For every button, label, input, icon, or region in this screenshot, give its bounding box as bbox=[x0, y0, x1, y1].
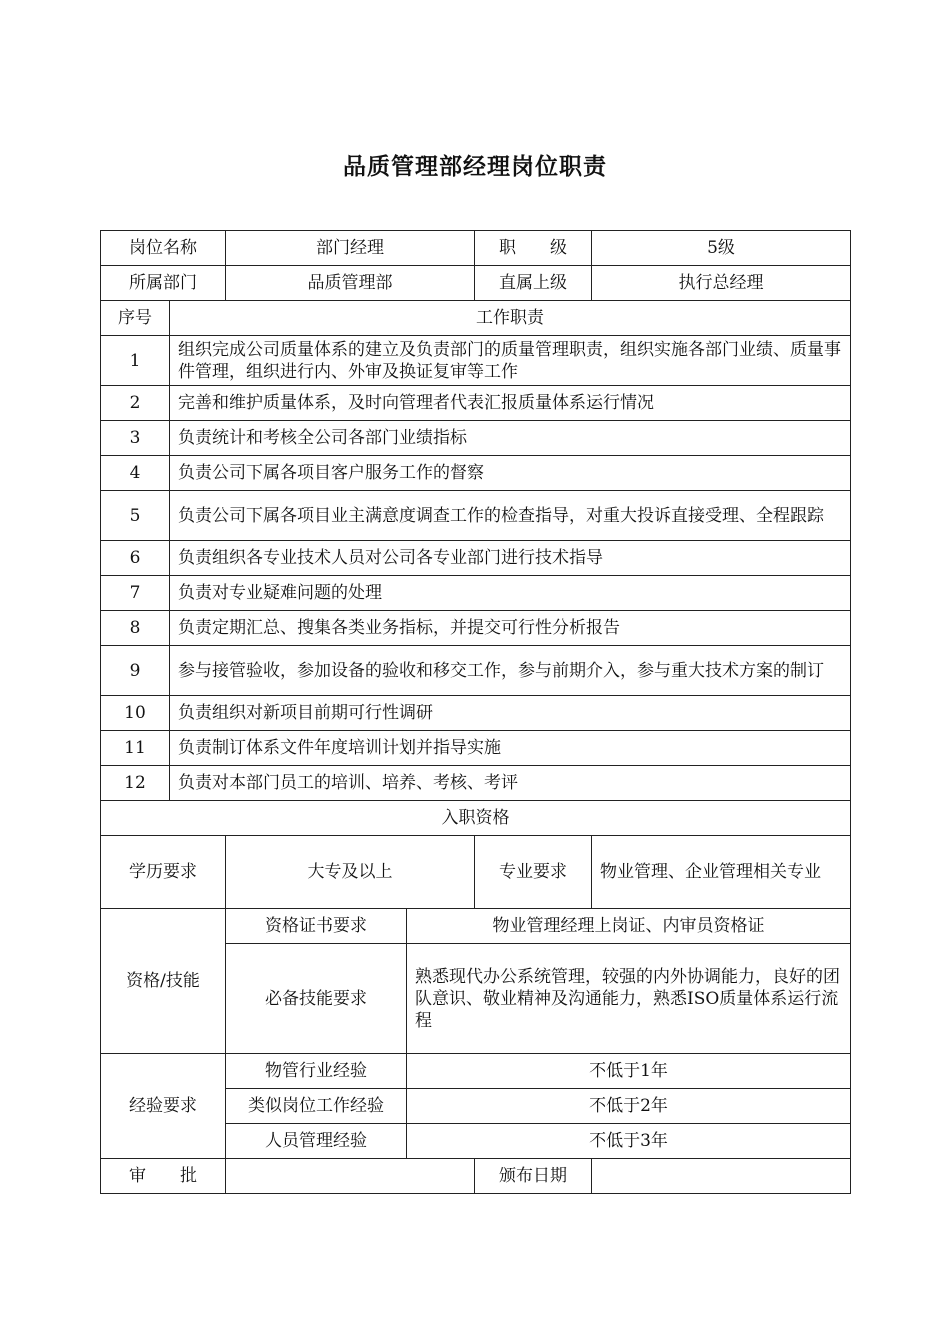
duty-text: 负责定期汇总、搜集各类业务指标，并提交可行性分析报告 bbox=[170, 611, 851, 646]
publish-date-value bbox=[592, 1159, 851, 1194]
education-value: 大专及以上 bbox=[226, 836, 475, 909]
duty-row bbox=[101, 696, 851, 731]
duty-row bbox=[101, 491, 851, 541]
education-label: 学历要求 bbox=[101, 836, 226, 909]
duty-number: 7 bbox=[101, 576, 170, 611]
duty-index-header: 序号 bbox=[101, 301, 170, 336]
publish-date-label: 颁布日期 bbox=[475, 1159, 592, 1194]
header-row-1 bbox=[101, 231, 851, 266]
approval-label: 审 批 bbox=[101, 1159, 226, 1194]
position-name-value: 部门经理 bbox=[226, 231, 475, 266]
duty-row bbox=[101, 541, 851, 576]
experience-item-label: 人员管理经验 bbox=[226, 1124, 407, 1159]
duty-text: 负责对专业疑难问题的处理 bbox=[170, 576, 851, 611]
duty-text: 负责公司下属各项目业主满意度调查工作的检查指导，对重大投诉直接受理、全程跟踪 bbox=[170, 491, 851, 541]
duty-text: 负责统计和考核全公司各部门业绩指标 bbox=[170, 421, 851, 456]
level-label: 职 级 bbox=[475, 231, 592, 266]
duty-number: 3 bbox=[101, 421, 170, 456]
duty-row bbox=[101, 731, 851, 766]
experience-item-label: 类似岗位工作经验 bbox=[226, 1089, 407, 1124]
qualifications-header-row bbox=[101, 801, 851, 836]
department-value: 品质管理部 bbox=[226, 266, 475, 301]
duty-heading: 工作职责 bbox=[170, 301, 851, 336]
duty-number: 5 bbox=[101, 491, 170, 541]
duty-number: 12 bbox=[101, 766, 170, 801]
duty-number: 2 bbox=[101, 386, 170, 421]
duty-text: 参与接管验收，参加设备的验收和移交工作，参与前期介入，参与重大技术方案的制订 bbox=[170, 646, 851, 696]
education-row bbox=[101, 836, 851, 909]
duty-number: 4 bbox=[101, 456, 170, 491]
duty-row bbox=[101, 421, 851, 456]
header-row-2 bbox=[101, 266, 851, 301]
level-value: 5级 bbox=[592, 231, 851, 266]
qualifications-heading: 入职资格 bbox=[101, 801, 851, 836]
duty-text: 负责对本部门员工的培训、培养、考核、考评 bbox=[170, 766, 851, 801]
duty-number: 8 bbox=[101, 611, 170, 646]
duty-number: 10 bbox=[101, 696, 170, 731]
duty-row bbox=[101, 456, 851, 491]
duty-number: 9 bbox=[101, 646, 170, 696]
duty-number: 6 bbox=[101, 541, 170, 576]
experience-item-label: 物管行业经验 bbox=[226, 1054, 407, 1089]
experience-label: 经验要求 bbox=[101, 1054, 226, 1159]
major-value: 物业管理、企业管理相关专业 bbox=[592, 836, 851, 909]
duty-text: 负责组织各专业技术人员对公司各专业部门进行技术指导 bbox=[170, 541, 851, 576]
cert-value: 物业管理经理上岗证、内审员资格证 bbox=[407, 909, 851, 944]
skills-label: 资格/技能 bbox=[101, 909, 226, 1054]
footer-row bbox=[101, 1159, 851, 1194]
duty-row bbox=[101, 646, 851, 696]
superior-label: 直属上级 bbox=[475, 266, 592, 301]
experience-item-value: 不低于1年 bbox=[407, 1054, 851, 1089]
department-label: 所属部门 bbox=[101, 266, 226, 301]
experience-item-value: 不低于2年 bbox=[407, 1089, 851, 1124]
experience-item-value: 不低于3年 bbox=[407, 1124, 851, 1159]
duty-text: 负责制订体系文件年度培训计划并指导实施 bbox=[170, 731, 851, 766]
experience-row bbox=[101, 1054, 851, 1089]
duty-row bbox=[101, 386, 851, 421]
duty-row bbox=[101, 766, 851, 801]
duty-row bbox=[101, 611, 851, 646]
duty-row bbox=[101, 576, 851, 611]
duty-number: 11 bbox=[101, 731, 170, 766]
major-label: 专业要求 bbox=[475, 836, 592, 909]
approval-value bbox=[226, 1159, 475, 1194]
cert-row bbox=[101, 909, 851, 944]
skill-requirement-value: 熟悉现代办公系统管理，较强的内外协调能力，良好的团队意识、敬业精神及沟通能力，熟悉ISO质量体系运行流程 bbox=[407, 944, 851, 1054]
duty-text: 负责公司下属各项目客户服务工作的督察 bbox=[170, 456, 851, 491]
duty-row bbox=[101, 336, 851, 386]
job-description-table bbox=[100, 230, 851, 1194]
page-title: 品质管理部经理岗位职责 bbox=[343, 154, 607, 180]
duty-text: 负责组织对新项目前期可行性调研 bbox=[170, 696, 851, 731]
superior-value: 执行总经理 bbox=[592, 266, 851, 301]
duty-text: 完善和维护质量体系，及时向管理者代表汇报质量体系运行情况 bbox=[170, 386, 851, 421]
duty-number: 1 bbox=[101, 336, 170, 386]
duties-header-row bbox=[101, 301, 851, 336]
cert-label: 资格证书要求 bbox=[226, 909, 407, 944]
duty-text: 组织完成公司质量体系的建立及负责部门的质量管理职责，组织实施各部门业绩、质量事件管理，组织进行内、外审及换证复审等工作 bbox=[170, 336, 851, 386]
skill-requirement-label: 必备技能要求 bbox=[226, 944, 407, 1054]
position-name-label: 岗位名称 bbox=[101, 231, 226, 266]
